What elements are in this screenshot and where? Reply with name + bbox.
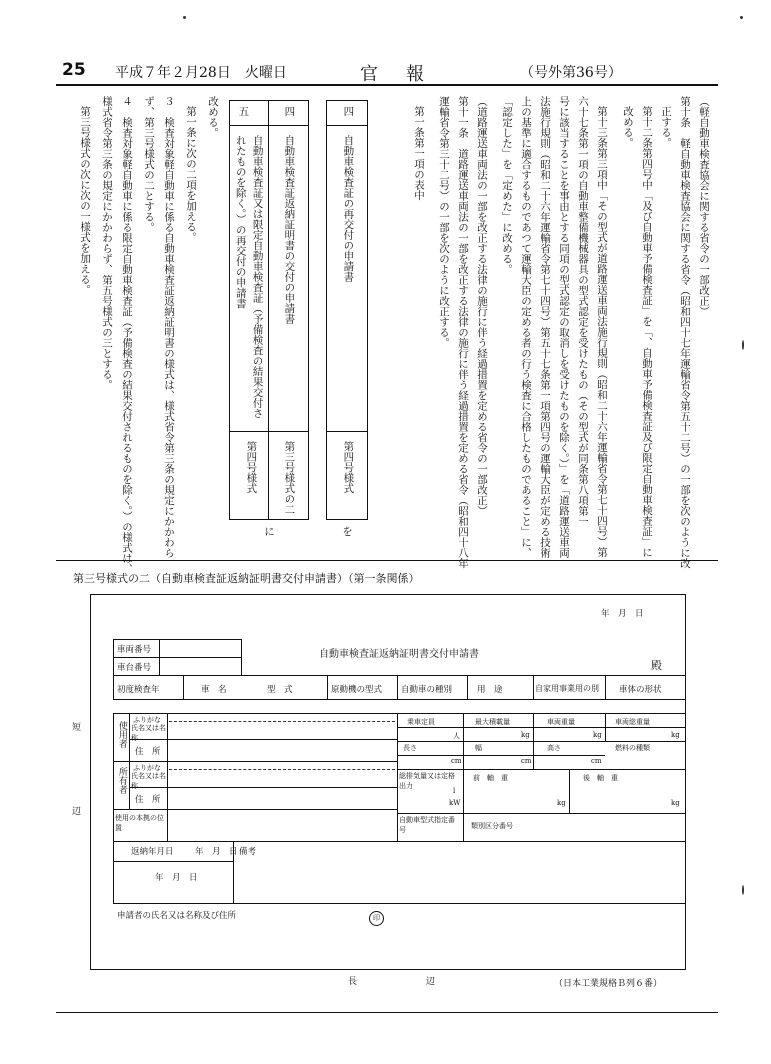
scan-mark <box>742 885 744 895</box>
table-cell: 五 <box>237 106 250 117</box>
footer-rule <box>56 1012 718 1013</box>
amendment-table-new <box>229 100 309 520</box>
table-cell: 自動車検査証返納証明書の交付の申請書 <box>283 135 296 324</box>
text-line: 「認定した」を「定めた」に改める。 <box>501 96 513 275</box>
dim-label: 長さ <box>403 744 417 752</box>
addressee-dono: 殿 <box>651 659 662 672</box>
scan-speck <box>740 16 743 19</box>
amendment-table-old <box>326 100 368 520</box>
table-cell: 第四号様式 <box>245 441 258 494</box>
unit-person: 人 <box>453 732 460 740</box>
text-line: 上の基準に適合するものであつて運輸大臣の定める者の行う検査に合格したものであること」に、 <box>520 96 532 558</box>
application-form <box>90 594 686 970</box>
car-number-label: 車両番号 <box>117 645 152 655</box>
unit-kg: kg <box>593 731 602 739</box>
field-header: 原動機の型式 <box>331 685 383 695</box>
text-line: 号に該当することを事由とする同項の型式認定の取消しを受けたものを除く。）」を「道路運送車両 <box>558 96 570 558</box>
return-ymd: 年 月 日 <box>195 847 238 857</box>
edge-label-long: 長 <box>348 977 358 987</box>
unit-cm: cm <box>451 757 462 765</box>
scan-speck <box>183 16 186 19</box>
user-label: 使用者 <box>116 721 127 748</box>
address-label: 住 所 <box>135 747 161 757</box>
form-title: 自動車検査証返納証明書交付申請書 <box>319 649 479 660</box>
table-cell: 四 <box>342 106 355 117</box>
text-line: 第十二条第四号中「及び自動車予備検査証」を「、自動車予備検査証及び限定自動車検査証」に <box>641 106 653 558</box>
owner-label: 所有者 <box>116 767 127 794</box>
address-label: 住 所 <box>135 795 161 805</box>
page-number: 25 <box>62 60 86 80</box>
axle-label: 前 軸 重 <box>473 774 508 782</box>
text-line: 改める。 <box>622 106 634 148</box>
designation-label: 自動車型式指定番号 <box>399 816 455 834</box>
issue-number: （号外第36号） <box>520 65 622 81</box>
table-cell: 四 <box>283 106 296 117</box>
text-line: ４ 検査対象軽自動車に係る限定自動車検査証（予備検査の結果交付されるものを除く。）の様式は、 <box>121 96 133 574</box>
section-divider <box>56 560 718 561</box>
text-line: 正する。 <box>660 106 672 148</box>
text-line: 第十一条 道路運送車両法の一部を改正する法律の施行に伴う経過措置を定める省令（昭和四十八年 <box>457 96 469 569</box>
gazette-title: 官報 <box>360 64 452 85</box>
edge-label-long: 辺 <box>426 977 436 987</box>
unit-kg: kg <box>557 799 566 807</box>
return-date: 年 月 日 <box>155 873 198 883</box>
return-label: 返納年月日 <box>131 847 174 857</box>
furigana-label: ふりがな <box>133 716 161 724</box>
text-line: ３ 検査対象軽自動車に係る自動車検査証返納証明書の様式は、様式省令第三条の規定にかかわら <box>163 96 175 558</box>
form-date: 年 月 日 <box>601 609 644 619</box>
field-header: 型 式 <box>267 685 293 695</box>
article-text-right <box>393 96 713 569</box>
spec-header: 最大積載量 <box>475 718 510 726</box>
text-line: ず、第三号様式の二とする。 <box>143 96 155 233</box>
unit-cm: cm <box>591 757 602 765</box>
text-line: 第十条 軽自動車検査協会に関する省令（昭和四十七年運輸省令第五十二号）の一部を次のように改 <box>679 96 691 569</box>
text-line: 法施行規則（昭和二十六年運輸省令第七十四号）第五十七条第一項第四号の運輸大臣が定める技術 <box>539 96 551 558</box>
spec-header: 車両総重量 <box>615 718 650 726</box>
unit-kg: kg <box>671 799 680 807</box>
spec-header: 乗車定員 <box>407 718 435 726</box>
field-header: 用 途 <box>477 685 503 695</box>
field-header: 自動車の種別 <box>401 685 453 695</box>
unit-kg: kg <box>521 731 530 739</box>
text-line: 六十七条第一項の自動車整備機械器具の型式認定を受けたもの（その型式が同条第八項第一 <box>577 96 589 527</box>
header-rule <box>56 84 718 86</box>
text-line: 第十三条第三項中「その型式が道路運送車両法施行規則（昭和二十六年運輸省令第七十四号）第 <box>596 106 608 558</box>
heading-line: （道路運送車両法の一部を改正する法律の施行に伴う経過措置を定める省令の一部改正） <box>476 96 488 516</box>
seal-mark: 印 <box>369 911 384 926</box>
heading-line: （軽自動車検査協会に関する省令の一部改正） <box>698 96 710 317</box>
text-line: 第三号様式の次に次の一様式を加える。 <box>79 106 91 295</box>
unit-kg: kg <box>671 731 680 739</box>
dim-label: 高さ <box>547 744 561 752</box>
text-line: 改める。 <box>207 96 219 138</box>
chassis-number-label: 車台番号 <box>117 663 152 673</box>
base-label: 使用の本拠の位置 <box>115 814 164 832</box>
unit-cm: cm <box>521 757 532 765</box>
fuel-label: 燃料の種類 <box>615 744 650 752</box>
dim-label: 幅 <box>475 744 482 752</box>
article-text-left <box>62 96 222 574</box>
text-line: 様式省令第三条の規定にかかわらず、第五号様式の三とする。 <box>101 96 113 390</box>
edge-label-short: 短 <box>72 723 82 733</box>
issue-date: 平成７年２月28日 火曜日 <box>115 65 287 81</box>
field-header: 車 名 <box>201 685 227 695</box>
category-label: 類別区分番号 <box>471 822 513 830</box>
table-cell: 自動車検査証又は限定自動車検査証（予備検査の結果交付されたものを除く。）の再交付の申請書 <box>234 135 264 419</box>
field-header: 初度検査年 <box>117 685 160 695</box>
scan-mark <box>742 340 744 350</box>
unit-l: l <box>453 787 456 795</box>
applicant-label: 申請者の氏名又は名称及び住所 <box>117 911 237 921</box>
field-header: 車体の形状 <box>619 685 662 695</box>
form-caption: 第三号様式の二（自動車検査証返納証明書交付申請書）（第一条関係） <box>73 572 420 585</box>
field-header: 自家用事業用の別 <box>535 684 599 693</box>
particle-wo: を <box>341 526 353 537</box>
furigana-label: ふりがな <box>133 764 161 772</box>
table-cell: 自動車検査証の再交付の申請書 <box>342 135 355 282</box>
name-label: 氏名又は名称 <box>131 772 166 790</box>
edge-label-short: 辺 <box>72 807 82 817</box>
name-label: 氏名又は名称 <box>131 724 166 742</box>
jis-size-note: （日本工業規格Ｂ列６番） <box>554 979 663 989</box>
engine-label: 総排気量又は定格出力 <box>399 772 455 790</box>
spec-header: 車両重量 <box>547 718 575 726</box>
table-cell: 第四号様式 <box>342 441 355 494</box>
axle-label: 後 軸 重 <box>583 774 618 782</box>
unit-kw: kW <box>449 799 461 807</box>
table-cell: 第三号様式の二 <box>283 441 296 515</box>
text-line: 第一条第一項の表中 <box>413 106 425 201</box>
text-line: 運輸省令第三十二号）の一部を次のように改正する。 <box>438 96 450 348</box>
particle-ni: に <box>263 526 275 537</box>
remarks-label: 備考 <box>239 847 257 857</box>
text-line: 第一条に次の二項を加える。 <box>185 106 197 243</box>
